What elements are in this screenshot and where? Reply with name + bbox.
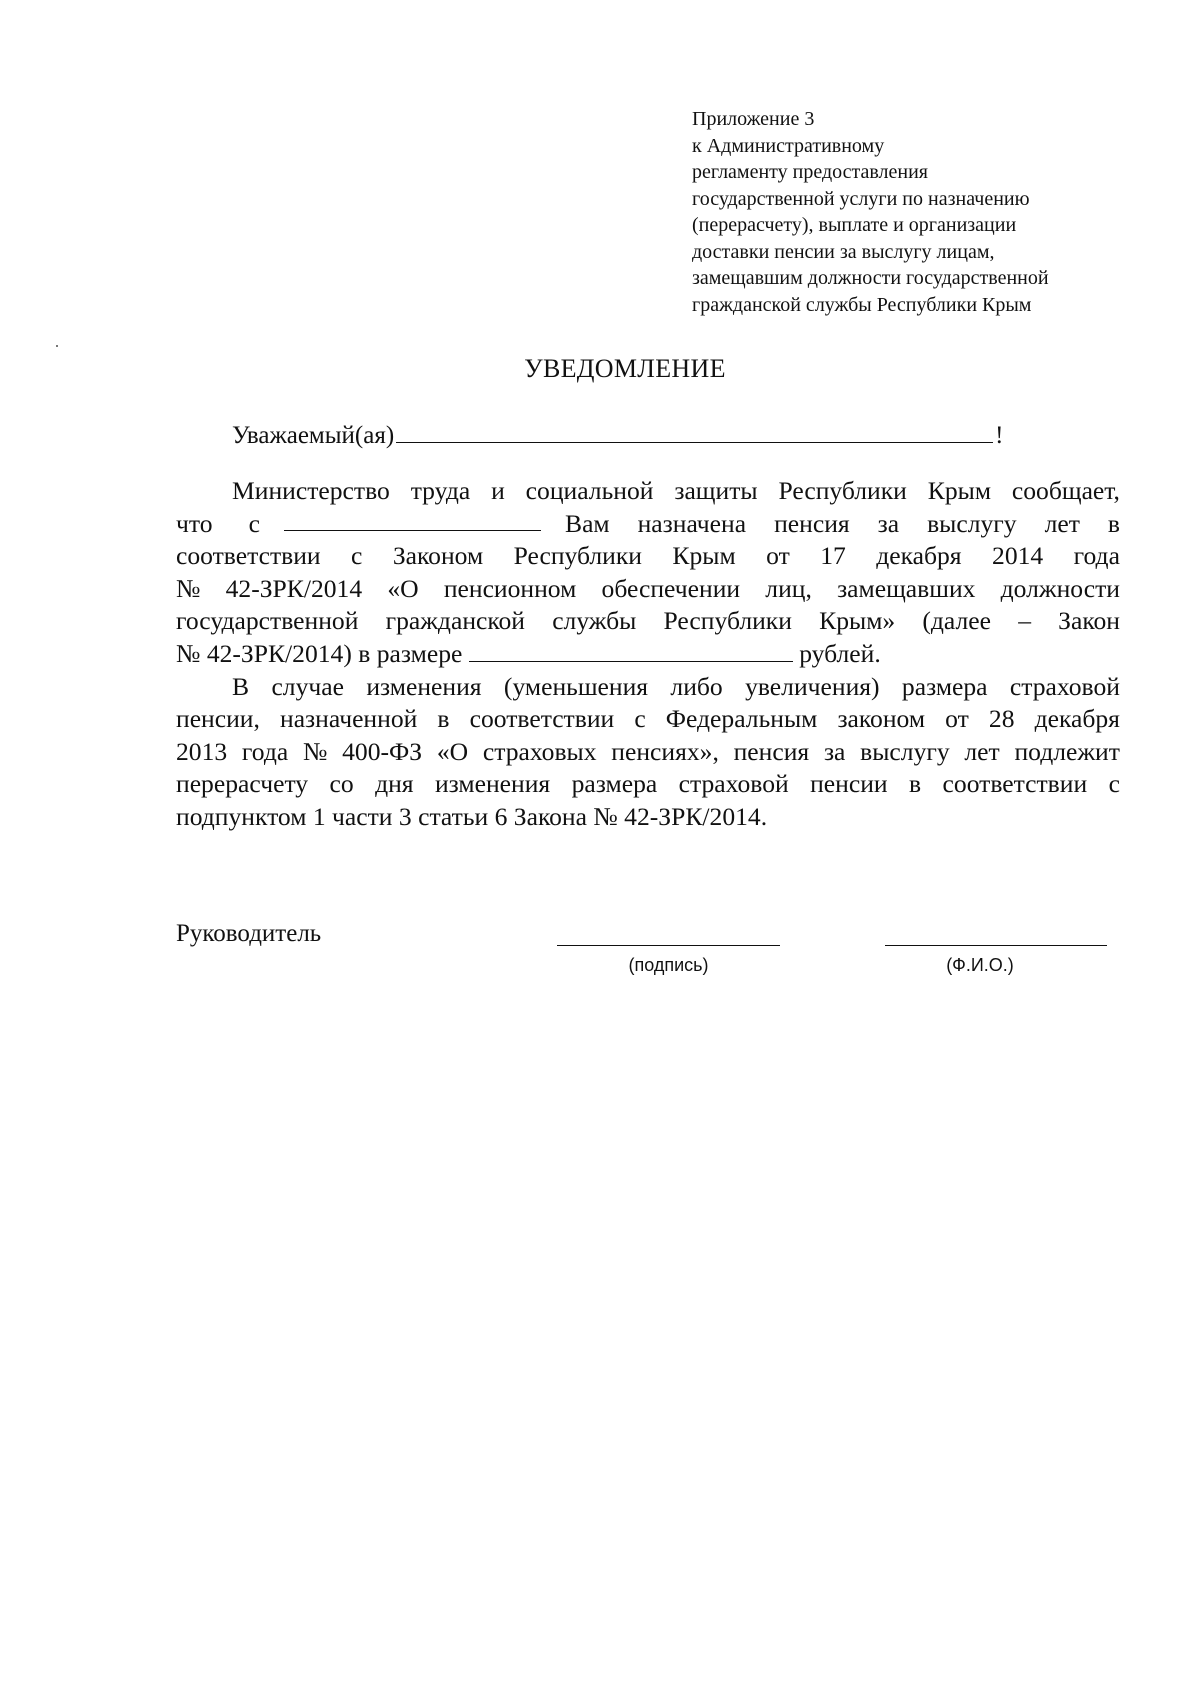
word: защиты xyxy=(674,476,758,505)
word: «О xyxy=(436,736,469,766)
word: либо xyxy=(670,671,723,701)
appendix-line: регламенту предоставления xyxy=(692,161,929,183)
word: за xyxy=(823,736,846,766)
word: с xyxy=(634,704,646,734)
word: – xyxy=(1018,606,1031,636)
line-segment xyxy=(176,508,260,541)
word: дня xyxy=(375,769,414,799)
word: страховой xyxy=(1009,671,1120,701)
word: 17 xyxy=(820,541,846,571)
paragraph2-line xyxy=(176,736,1120,769)
word: 2014 xyxy=(992,541,1044,571)
word: обеспечении xyxy=(601,573,741,603)
word: назначена xyxy=(637,508,747,538)
word: с xyxy=(248,508,260,538)
word: Республики xyxy=(663,606,792,636)
word: Вам xyxy=(565,508,610,538)
appendix-line: гражданской службы Республики Крым xyxy=(692,293,1032,316)
start-date-blank[interactable] xyxy=(284,508,541,531)
paragraph2-line xyxy=(176,703,1120,736)
word: с xyxy=(351,541,363,571)
word: Крым xyxy=(927,476,992,505)
word: со xyxy=(329,769,354,799)
word: пенсионном xyxy=(443,573,577,603)
scan-speck xyxy=(56,345,58,347)
word: Федеральным xyxy=(665,704,818,734)
recipient-name-blank[interactable] xyxy=(396,420,993,443)
appendix-line: к Административному xyxy=(692,134,885,157)
word: законом xyxy=(837,704,926,734)
word: увеличения) xyxy=(745,671,880,701)
word: Крым» xyxy=(819,606,896,636)
paragraph2-line xyxy=(176,768,1120,801)
word: В xyxy=(232,671,250,701)
word: соответствии xyxy=(176,541,321,571)
full-name-caption: (Ф.И.О.) xyxy=(946,955,1014,975)
word: труда xyxy=(410,476,471,505)
word: декабря xyxy=(876,541,962,571)
word: с xyxy=(1108,769,1120,799)
word: лет xyxy=(1044,508,1080,538)
word: 42-ЗРК/2014 xyxy=(225,573,363,603)
word: от xyxy=(945,704,969,734)
word: декабря xyxy=(1034,704,1120,734)
word: должности xyxy=(1000,573,1120,603)
word: в xyxy=(437,704,450,734)
pension-amount-blank[interactable] xyxy=(469,639,793,662)
word: лет xyxy=(964,736,1000,766)
greeting-prefix: Уважаемый(ая) xyxy=(232,422,395,449)
word: пенсии, xyxy=(176,704,260,734)
word: замещавших xyxy=(837,573,976,603)
word: за xyxy=(877,508,900,538)
word: Закон xyxy=(1058,606,1120,636)
line-segment xyxy=(565,508,1120,541)
paragraph1-line xyxy=(176,573,1120,606)
word: размера xyxy=(901,671,988,701)
word: соответствии xyxy=(469,704,615,734)
word: государственной xyxy=(176,606,359,636)
line-segment: № 42-ЗРК/2014) в размере xyxy=(176,638,463,668)
word: назначенной xyxy=(280,704,418,734)
word: перерасчету xyxy=(176,769,309,799)
signature-caption: (подпись) xyxy=(628,955,709,975)
word: пенсия xyxy=(733,736,810,766)
word: в xyxy=(909,769,922,799)
word: соответствии xyxy=(942,769,1088,799)
appendix-line: замещавшим должности государственной xyxy=(692,267,1049,289)
word: страховых xyxy=(482,736,597,766)
word: пенсиях», xyxy=(611,736,719,766)
word: что xyxy=(176,508,213,538)
word: размера xyxy=(571,769,658,799)
signature-blank[interactable] xyxy=(557,945,780,946)
word: года xyxy=(1073,541,1120,571)
paragraph1-line xyxy=(176,475,1120,508)
greeting-suffix: ! xyxy=(995,422,1004,449)
word: в xyxy=(1107,508,1120,538)
word: и xyxy=(491,476,505,505)
word: Республики xyxy=(778,476,907,505)
word: Республики xyxy=(513,541,642,571)
word: социальной xyxy=(525,476,654,505)
appendix-line: Приложение 3 xyxy=(692,108,815,130)
word: выслугу xyxy=(927,508,1017,538)
greeting-line xyxy=(232,420,1004,450)
word: 2013 xyxy=(176,736,228,766)
word: пенсия xyxy=(774,508,850,538)
word: Крым xyxy=(672,541,736,571)
appendix-line: доставки пенсии за выслугу лицам, xyxy=(692,240,995,263)
word: подлежит xyxy=(1014,736,1120,766)
signatory-label: Руководитель xyxy=(176,920,322,947)
appendix-line: государственной услуги по назначению xyxy=(692,187,1030,210)
word: пенсии xyxy=(810,769,888,799)
notification-body xyxy=(176,475,1120,834)
word: от xyxy=(766,541,790,571)
word: № xyxy=(302,736,328,766)
word: случае xyxy=(271,671,344,701)
paragraph2-line: подпунктом 1 части 3 статьи 6 Закона № 42-ЗРК/2014. xyxy=(176,801,768,831)
paragraph1-line xyxy=(176,638,1120,671)
word: года xyxy=(241,736,289,766)
word: Законом xyxy=(392,541,484,571)
appendix-line: (перерасчету), выплате и организации xyxy=(692,214,1017,236)
word: лиц, xyxy=(765,573,812,603)
paragraph1-line xyxy=(176,540,1120,573)
word: изменения xyxy=(434,769,551,799)
word: изменения xyxy=(366,671,482,701)
word: службы xyxy=(552,606,637,636)
word: Министерство xyxy=(232,476,390,505)
word: сообщает, xyxy=(1011,476,1120,505)
word: 400-ФЗ xyxy=(342,736,423,766)
full-name-blank[interactable] xyxy=(885,945,1107,946)
word: страховой xyxy=(678,769,789,799)
word: «О xyxy=(387,573,419,603)
word: № xyxy=(176,573,201,603)
word: гражданской xyxy=(385,606,525,636)
appendix-header xyxy=(692,106,1162,318)
line-segment: рублей. xyxy=(799,638,881,668)
word: 28 xyxy=(988,704,1015,734)
paragraph1-line xyxy=(176,605,1120,638)
word: (уменьшения xyxy=(503,671,649,701)
paragraph1-line xyxy=(176,508,1120,541)
document-title: УВЕДОМЛЕНИЕ xyxy=(524,354,726,383)
word: выслугу xyxy=(860,736,950,766)
word: (далее xyxy=(922,606,991,636)
paragraph2-line xyxy=(176,671,1120,704)
